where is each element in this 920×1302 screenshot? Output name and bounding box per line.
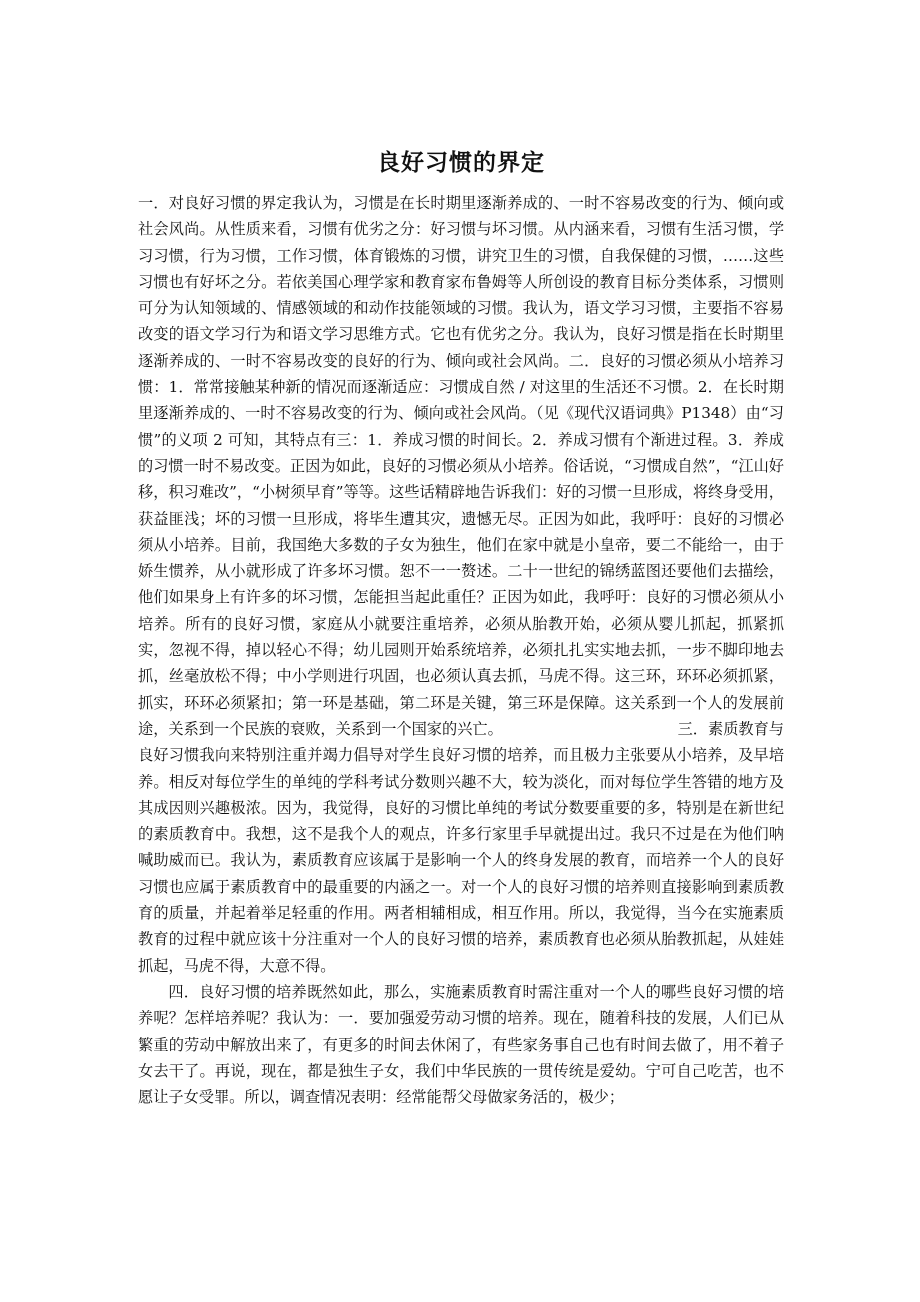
- document-body: [138, 190, 784, 1110]
- paragraph-definition-and-cultivation: 一．对良好习惯的界定我认为，习惯是在长时期里逐渐养成的、一时不容易改变的行为、倾向或社会风尚。从性质来看，习惯有优劣之分：好习惯与坏习惯。从内涵来看，习惯有生活习惯，学习习惯，行为习惯，工作习惯，体育锻炼的习惯，讲究卫生的习惯，自我保健的习惯，……这些习惯也有好坏之分。若依美国心理学家和教育家布鲁姆等人所创设的教育目标分类体系，习惯则可分为认知领域的、情感领域的和动作技能领域的习惯。我认为，语文学习习惯，主要指不容易改变的语文学习行为和语文学习思维方式。它也有优劣之分。我认为，良好习惯是指在长时期里逐渐养成的、一时不容易改变的良好的行为、倾向或社会风尚。二．良好的习惯必须从小培养习惯：1．常常接触某种新的情况而逐渐适应：习惯成自然 / 对这里的生活还不习惯。2．在长时期里逐渐养成的、一时不容易改变的行为、倾向或社会风尚。（见《现代汉语词典》P1348）由“习惯”的义项 2 可知，其特点有三：1．养成习惯的时间长。2．养成习惯有个渐进过程。3．养成的习惯一时不易改变。正因为如此，良好的习惯必须从小培养。俗话说，“习惯成自然”，“江山好移，积习难改”，“小树须早育”等等。这些话精辟地告诉我们：好的习惯一旦形成，将终身受用，获益匪浅；坏的习惯一旦形成，将毕生遭其灾，遗憾无尽。正因为如此，我呼吁：良好的习惯必须从小培养。目前，我国绝大多数的子女为独生，他们在家中就是小皇帝，要二不能给一，由于娇生惯养，从小就形成了许多坏习惯。恕不一一赘述。二十一世纪的锦绣蓝图还要他们去描绘，他们如果身上有许多的坏习惯，怎能担当起此重任？正因为如此，我呼吁：良好的习惯必须从小培养。所有的良好习惯，家庭从小就要注重培养，必须从胎教开始，必须从婴儿抓起，抓紧抓实，忽视不得，掉以轻心不得；幼儿园则开始系统培养，必须扎扎实实地去抓，一步不脚印地去抓，丝毫放松不得；中小学则进行巩固，也必须认真去抓，马虎不得。这三环，环环必须抓紧，抓实，环环必须紧扣；第一环是基础，第二环是关键，第三环是保障。这关系到一个人的发展前途，关系到一个民族的衰败，关系到一个国家的兴亡。 三．素质教育与良好习惯我向来特别注重并竭力倡导对学生良好习惯的培养，而且极力主张要从小培养，及早培养。相反对每位学生的单纯的学科考试分数则兴趣不大，较为淡化，而对每位学生答错的地方及其成因则兴趣极浓。因为，我觉得，良好的习惯比单纯的考试分数要重要的多，特别是在新世纪的素质教育中。我想，这不是我个人的观点，许多行家里手早就提出过。我只不过是在为他们呐喊助威而已。我认为，素质教育应该属于是影响一个人的终身发展的教育，而培养一个人的良好习惯也应属于素质教育中的最重要的内涵之一。对一个人的良好习惯的培养则直接影响到素质教育的质量，并起着举足轻重的作用。两者相辅相成，相互作用。所以，我觉得，当今在实施素质教育的过程中就应该十分注重对一个人的良好习惯的培养，素质教育也必须从胎教抓起，从娃娃抓起，马虎不得，大意不得。: [138, 194, 784, 975]
- document-title: 良好习惯的界定: [377, 150, 545, 176]
- paragraph-cultivation-methods: 四．良好习惯的培养既然如此，那么，实施素质教育时需注重对一个人的哪些良好习惯的培养呢？怎样培养呢？我认为：一．要加强爱劳动习惯的培养。现在，随着科技的发展，人们已从繁重的劳动中解放出来了，有更多的时间去休闲了，有些家务事自己也有时间去做了，用不着子女去干了。再说，现在，都是独生子女，我们中华民族的一贯传统是爱幼。宁可自己吃苦，也不愿让子女受罪。所以，调查情况表明：经常能帮父母做家务活的，极少；: [138, 982, 784, 1107]
